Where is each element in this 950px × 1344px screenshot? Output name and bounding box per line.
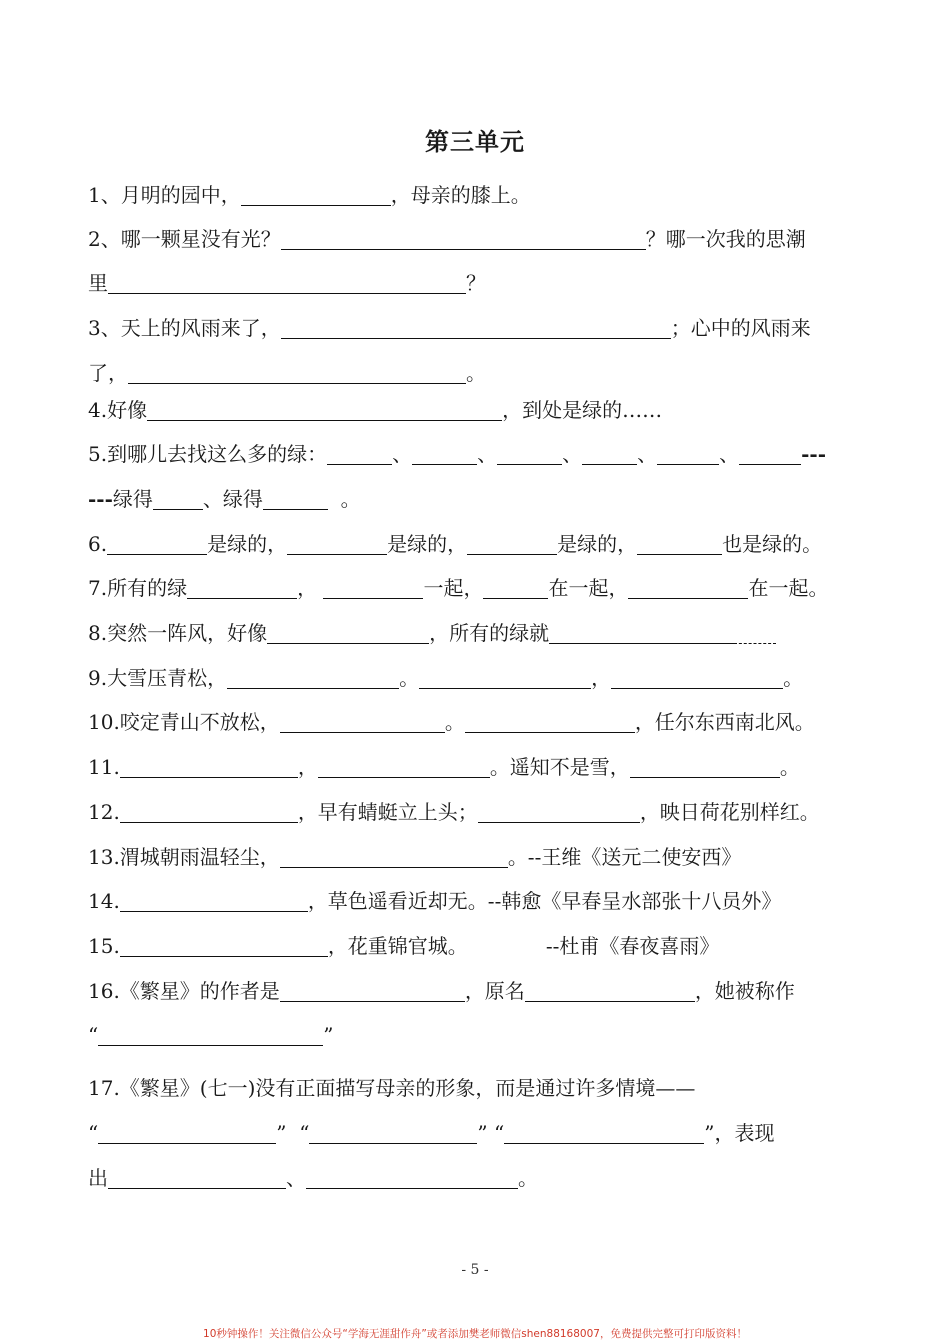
question-15 <box>88 929 888 963</box>
q10-text-b: 。 <box>444 710 465 734</box>
question-8 <box>88 616 888 650</box>
q8-blank-1[interactable] <box>267 619 429 644</box>
q10-text-a: 10.咬定青山不放松， <box>88 710 280 734</box>
q7-blank-2[interactable] <box>323 574 423 599</box>
question-2-cont <box>88 266 888 300</box>
question-11 <box>88 750 888 784</box>
q13-blank[interactable] <box>280 843 508 868</box>
q7-text-a: 7.所有的绿 <box>88 576 188 600</box>
question-14 <box>88 884 888 918</box>
q5-blank-2[interactable] <box>412 440 477 465</box>
q10-blank-2[interactable] <box>465 708 635 733</box>
q5-blank-7[interactable] <box>153 485 203 510</box>
q17-blank-3[interactable] <box>504 1119 704 1144</box>
q14-text-a: 14. <box>88 889 120 913</box>
q15-blank[interactable] <box>120 932 328 957</box>
question-17-cont2 <box>88 1161 888 1195</box>
q5-sep: 、 <box>719 442 740 466</box>
q2-text-a: 2、哪一颗星没有光？ <box>88 227 281 251</box>
q6-text-b: 是绿的， <box>557 532 638 556</box>
q5-blank-8[interactable] <box>263 485 328 510</box>
question-17 <box>88 1071 888 1105</box>
q5-blank-1[interactable] <box>327 440 392 465</box>
q2-text-d: ？ <box>466 271 486 295</box>
q10-blank-1[interactable] <box>280 708 445 733</box>
question-5-cont <box>88 482 888 516</box>
q4-blank[interactable] <box>147 396 502 421</box>
q13-text-b: 。--王维《送元二使安西》 <box>507 845 742 869</box>
q7-text-b: ， <box>297 576 318 600</box>
q10-text-c: ，任尔东西南北风。 <box>634 710 815 734</box>
q17-open-quote: “ <box>88 1121 99 1145</box>
q2-blank-2[interactable] <box>108 269 466 294</box>
q16-text-c: ，她被称作 <box>694 979 795 1003</box>
q6-text-b: 是绿的， <box>387 532 468 556</box>
q17-text-d: 、 <box>286 1166 306 1190</box>
question-1 <box>88 178 888 212</box>
q2-text-b: ？哪一次我的思潮 <box>645 227 806 251</box>
q17-text-c: 出 <box>88 1166 108 1190</box>
q2-text-c: 里 <box>88 271 108 295</box>
q5-dash: --- <box>88 487 113 511</box>
page-number: - 5 - <box>461 1262 489 1278</box>
q6-blank-4[interactable] <box>637 530 722 555</box>
q9-text-b: 。 <box>399 666 420 690</box>
q6-blank-3[interactable] <box>467 530 557 555</box>
q15-text-b: ，花重锦官城。 <box>327 934 468 958</box>
q4-text-b: ，到处是绿的…… <box>502 398 663 422</box>
q5-sep: 、 <box>392 442 413 466</box>
q5-text-e: 。 <box>340 487 361 511</box>
question-17-cont <box>88 1116 888 1150</box>
q9-blank-3[interactable] <box>611 664 783 689</box>
q16-blank-1[interactable] <box>280 977 465 1002</box>
q6-blank-2[interactable] <box>287 530 387 555</box>
q1-blank[interactable] <box>241 181 391 206</box>
q16-blank-2[interactable] <box>525 977 695 1002</box>
question-16 <box>88 974 888 1008</box>
question-7 <box>88 571 888 605</box>
q7-text-e: 在一起。 <box>748 576 829 600</box>
q3-text-c: 了， <box>88 361 128 385</box>
q9-text-a: 9.大雪压青松， <box>88 666 228 690</box>
q1-text-a: 1、月明的园中， <box>88 183 241 207</box>
q8-blank-2[interactable] <box>549 619 734 644</box>
q5-text-d: 、绿得 <box>202 487 263 511</box>
q5-sep: 、 <box>562 442 583 466</box>
q8-text-a: 8.突然一阵风，好像 <box>88 621 268 645</box>
q17-text-b: ，表现 <box>714 1121 775 1145</box>
q16-text-b: ，原名 <box>464 979 525 1003</box>
q16-close-quote: ” <box>323 1023 334 1047</box>
q5-dash: --- <box>801 442 826 466</box>
q3-blank-1[interactable] <box>281 314 671 339</box>
q11-text-b: ， <box>297 755 318 779</box>
q11-text-c: 。遥知不是雪， <box>489 755 630 779</box>
q16-blank-3[interactable] <box>98 1021 323 1046</box>
q5-text-a: 5.到哪儿去找这么多的绿： <box>88 442 328 466</box>
question-12 <box>88 795 888 829</box>
unit-title: 第三单元 <box>425 127 525 156</box>
q12-text-c: ，映日荷花别样红。 <box>639 800 820 824</box>
q5-blank-5[interactable] <box>657 440 719 465</box>
q7-text-d: 在一起， <box>548 576 629 600</box>
q17-close-quote: ” <box>276 1121 287 1145</box>
q6-text-c: 也是绿的。 <box>722 532 823 556</box>
question-16-cont <box>88 1018 888 1052</box>
q3-blank-2[interactable] <box>128 359 466 384</box>
q12-text-a: 12. <box>88 800 120 824</box>
q6-text-b: 是绿的， <box>207 532 288 556</box>
q8-text-b: ，所有的绿就 <box>429 621 550 645</box>
q8-dash <box>734 619 776 644</box>
question-4 <box>88 393 888 427</box>
question-5 <box>88 437 888 471</box>
q7-text-c: 一起， <box>423 576 484 600</box>
q5-text-c: 绿得 <box>112 487 153 511</box>
q11-text-d: 。 <box>779 755 800 779</box>
q12-text-b: ，早有蜻蜓立上头； <box>297 800 478 824</box>
q7-blank-1[interactable] <box>187 574 297 599</box>
q14-blank[interactable] <box>120 887 308 912</box>
q17-close-quote: ” <box>704 1121 715 1145</box>
q12-blank-1[interactable] <box>120 798 298 823</box>
q3-text-a: 3、天上的风雨来了， <box>88 316 281 340</box>
q17-close-quote: ” <box>477 1121 488 1145</box>
q17-open-quote: “ <box>299 1121 310 1145</box>
q17-blank-4[interactable] <box>108 1164 286 1189</box>
q17-text-e: 。 <box>518 1166 538 1190</box>
q2-blank-1[interactable] <box>281 225 646 250</box>
q17-blank-5[interactable] <box>306 1164 518 1189</box>
q5-sep: 、 <box>477 442 498 466</box>
q17-text-a: 17.《繁星》(七一)没有正面描写母亲的形象，而是通过许多情境—— <box>88 1076 696 1100</box>
q11-blank-1[interactable] <box>120 753 298 778</box>
q3-text-d: 。 <box>466 361 486 385</box>
q15-text-c: --杜甫《春夜喜雨》 <box>545 934 720 958</box>
q16-text-a: 16.《繁星》的作者是 <box>88 979 280 1003</box>
q12-blank-2[interactable] <box>478 798 640 823</box>
q17-open-quote: “ <box>494 1121 505 1145</box>
q9-blank-1[interactable] <box>227 664 399 689</box>
footer-note: 10秒钟操作！关注微信公众号“学海无涯甜作舟”或者添加樊老师微信shen88168007，免费提供完整可打印版资料！ <box>203 1328 747 1340</box>
q6-text-a: 6. <box>88 532 108 556</box>
q7-blank-3[interactable] <box>483 574 548 599</box>
q14-text-b: ，草色遥看近却无。--韩愈《早春呈水部张十八员外》 <box>307 889 782 913</box>
q6-blank-1[interactable] <box>107 530 207 555</box>
q11-blank-3[interactable] <box>630 753 780 778</box>
q5-blank-6[interactable] <box>739 440 801 465</box>
q5-blank-4[interactable] <box>582 440 637 465</box>
q5-blank-3[interactable] <box>497 440 562 465</box>
q5-sep: 、 <box>637 442 658 466</box>
q9-text-c: ， <box>591 666 612 690</box>
question-2 <box>88 222 888 256</box>
q4-text-a: 4.好像 <box>88 398 148 422</box>
q16-open-quote: “ <box>88 1023 99 1047</box>
q7-blank-4[interactable] <box>628 574 748 599</box>
q1-text-b: ，母亲的膝上。 <box>390 183 531 207</box>
question-3 <box>88 311 888 345</box>
q9-blank-2[interactable] <box>419 664 591 689</box>
q13-text-a: 13.渭城朝雨温轻尘， <box>88 845 280 869</box>
q11-blank-2[interactable] <box>318 753 490 778</box>
q11-text-a: 11. <box>88 755 120 779</box>
q3-text-b: ；心中的风雨来 <box>670 316 811 340</box>
question-9 <box>88 661 888 695</box>
question-13 <box>88 840 888 874</box>
question-10 <box>88 705 888 739</box>
question-6 <box>88 527 888 561</box>
q9-text-d: 。 <box>783 666 804 690</box>
question-3-cont <box>88 356 888 390</box>
q17-blank-2[interactable] <box>309 1119 477 1144</box>
q17-blank-1[interactable] <box>98 1119 276 1144</box>
q15-text-a: 15. <box>88 934 120 958</box>
